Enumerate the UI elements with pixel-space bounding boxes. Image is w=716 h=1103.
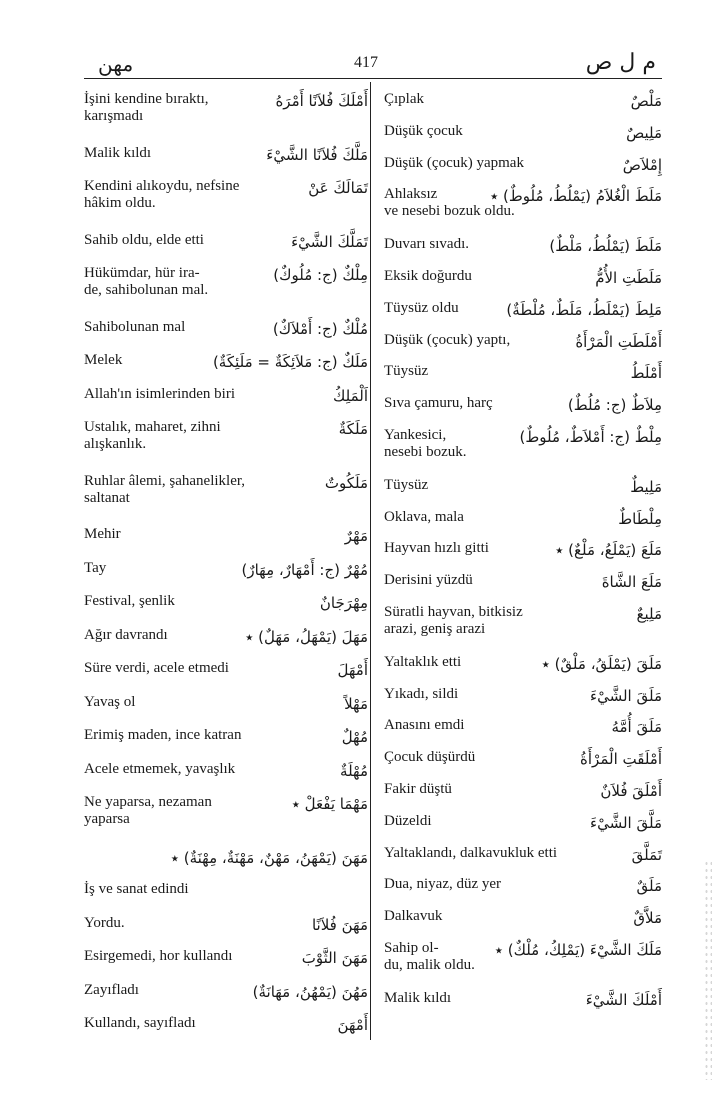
entry-continuation: arazi, geniş arazi	[384, 621, 486, 637]
entry-arabic: مَلَعَ الشَّاةَ	[601, 573, 662, 592]
dictionary-entry	[84, 689, 368, 713]
dictionary-entry	[84, 843, 368, 867]
entry-translation: Fakir düştü	[384, 781, 452, 797]
entry-arabic: مَلِيعٌ	[636, 605, 662, 623]
entry-translation: Zayıfladı	[84, 981, 139, 998]
entry-translation: Ustalık, maharet, zihni	[84, 419, 221, 435]
dictionary-entry	[84, 977, 368, 1001]
entry-arabic: مَلَّقَ الشَّيْءَ	[590, 813, 662, 832]
entry-arabic: مَلَكٌ (ج: مَلاَئِكَةٌ = مَلَئِكَةٌ)	[212, 353, 368, 371]
dictionary-entry	[84, 314, 368, 338]
entry-translation: Kullandı, sayıfladı	[84, 1015, 196, 1031]
entry-arabic: مَهْرٌ	[344, 527, 368, 545]
entry-translation: Tüysüz	[384, 363, 429, 380]
page-header	[84, 48, 662, 76]
entry-arabic: مُهْلَةٌ	[340, 761, 368, 780]
dictionary-entry	[84, 468, 368, 492]
entry-arabic: مَلَكُوتٌ	[324, 473, 368, 492]
entry-arabic: أَمْلَطُ	[630, 364, 662, 383]
dictionary-entry	[384, 567, 662, 591]
dictionary-entry	[84, 876, 368, 900]
dictionary-entry	[384, 150, 662, 174]
entry-continuation: saltanat	[84, 489, 130, 506]
entry-arabic: مِلْكٌ (ج: مُلُوكٌ)	[273, 266, 368, 284]
entry-arabic: مَلَكَ الشَّيْءَ (يَمْلِكُ، مُلْكٌ) ٭	[494, 941, 662, 959]
dictionary-entry	[84, 655, 368, 679]
entry-translation: Yordu.	[84, 914, 125, 931]
dictionary-entry	[384, 599, 662, 623]
dictionary-entry	[84, 414, 368, 438]
dictionary-entry	[384, 776, 662, 800]
entry-arabic: مَلَعَ (يَمْلَعُ، مَلْعٌ) ٭	[555, 541, 662, 560]
entry-arabic: مَلَقٌ	[636, 877, 662, 896]
dictionary-entry	[384, 744, 662, 768]
scan-noise	[704, 860, 712, 1080]
dictionary-entry	[384, 903, 662, 927]
entry-continuation: nesebi bozuk.	[384, 444, 467, 460]
entry-translation: Düşük (çocuk) yapmak	[384, 154, 524, 171]
entry-arabic: مَهَلَ (يَمْهَلُ، مَهَلٌ) ٭	[245, 627, 368, 646]
entry-arabic: إِمْلاَصٌ	[622, 155, 662, 174]
dictionary-entry	[384, 390, 662, 414]
entry-arabic: مَهُنَ (يَمْهُنُ، مَهَانَةٌ)	[252, 982, 368, 1001]
entry-arabic: مَلاَّقٌ	[633, 909, 662, 928]
entry-translation: Festival, şenlik	[84, 593, 175, 609]
dictionary-entry	[84, 521, 368, 545]
entry-translation: Ağır davrandı	[84, 626, 168, 643]
entry-translation: Sahibolunan mal	[84, 318, 186, 335]
entry-translation: Çıplak	[384, 91, 424, 107]
dictionary-entry	[384, 871, 662, 895]
dictionary-entry	[84, 260, 368, 284]
entry-arabic: مَهَنَ الثَّوْبَ	[301, 949, 368, 967]
entry-translation: Derisini yüzdü	[384, 572, 473, 589]
entry-translation: Hayvan hızlı gitti	[384, 540, 489, 557]
entry-continuation: ve nesebi bozuk oldu.	[384, 203, 515, 220]
dictionary-entry	[384, 535, 662, 559]
entry-translation: Sahip ol-	[384, 940, 439, 956]
entry-translation: Sıva çamuru, harç	[384, 395, 493, 412]
dictionary-entry	[384, 422, 662, 446]
entry-arabic: أَمْهَلَ	[337, 661, 368, 679]
entry-continuation: yaparsa	[84, 811, 130, 827]
entry-arabic: مَلَطَ (يَمْلُطُ، مَلْطٌ)	[549, 237, 662, 256]
dictionary-entry	[84, 622, 368, 646]
dictionary-entry	[384, 295, 662, 319]
entry-translation: Düzeldi	[384, 812, 432, 829]
entry-arabic: مَهْمَا يَفْعَلْ ٭	[291, 795, 368, 813]
dictionary-entry	[384, 712, 662, 736]
entry-arabic: مَلَكَةٌ	[338, 420, 368, 438]
entry-arabic: مَهْلاً	[344, 694, 368, 713]
entry-translation: Allah'ın isimlerinden biri	[84, 385, 236, 402]
entry-arabic: مَلَطَتِ الأُمُّ	[595, 269, 662, 287]
entry-arabic: مُهْرٌ (ج: أَمْهَارٌ، مِهَارٌ)	[241, 560, 368, 579]
entry-translation: Malik kıldı	[84, 144, 152, 161]
entry-arabic: مَلْصٌ	[630, 92, 662, 110]
dictionary-entry	[84, 910, 368, 934]
entry-translation: Yaltaklandı, dalkavukluk etti	[384, 844, 558, 861]
entry-arabic: مِهْرَجَانٌ	[319, 594, 368, 612]
entry-translation: Anasını emdi	[384, 717, 465, 734]
entry-translation: Yaltaklık etti	[384, 653, 462, 670]
entry-arabic: مَلَقَ الشَّيْءَ	[590, 686, 662, 705]
dictionary-entry	[84, 227, 368, 251]
dictionary-entry	[84, 381, 368, 405]
entry-arabic: أَمْلَطَتِ الْمَرْأَةُ	[575, 332, 662, 351]
header-guide-word: مهن	[98, 52, 134, 76]
dictionary-entry	[84, 173, 368, 197]
entry-arabic: مَلَقَ (يَمْلَقُ، مَلْقٌ) ٭	[541, 654, 662, 673]
dictionary-entry	[84, 555, 368, 579]
entry-translation: Oklava, mala	[384, 508, 464, 525]
header-rule	[84, 78, 662, 79]
entry-translation: Eksik doğurdu	[384, 268, 472, 284]
entry-continuation: de, sahibolunan mal.	[84, 282, 209, 298]
dictionary-entry	[384, 472, 662, 496]
entry-arabic: مِلاَطٌ (ج: مُلُطٌ)	[567, 396, 662, 415]
dictionary-entry	[84, 789, 368, 813]
entry-arabic: أَمْلَقَ فُلاَنٌ	[600, 782, 662, 800]
dictionary-entry	[384, 327, 662, 351]
entry-translation: Acele etmemek, yavaşlık	[84, 760, 236, 777]
entry-arabic: مَلَقَ أُمَّهُ	[611, 718, 662, 737]
entry-translation: Tüysüz oldu	[384, 299, 459, 316]
header-letters: م ل ص	[585, 50, 656, 75]
dictionary-entry	[384, 231, 662, 255]
entry-translation: Yankesici,	[384, 427, 447, 443]
entry-translation: İşini kendine bıraktı,	[84, 91, 209, 107]
entry-translation: Çocuk düşürdü	[384, 749, 476, 766]
entry-arabic: مَهَنَ (يَمْهَنُ، مَهْنٌ، مَهْنَةٌ، مِهْنَةٌ) ٭	[170, 848, 368, 867]
entry-translation: Sahib oldu, elde etti	[84, 231, 204, 248]
entry-translation: Ahlaksız	[384, 186, 438, 203]
entry-arabic: مَلِطَ (يَمْلَطُ، مَلَطٌ، مُلْطَةٌ)	[506, 300, 662, 319]
dictionary-entry	[84, 756, 368, 780]
entry-translation: Yıkadı, sildi	[384, 685, 459, 702]
entry-translation: Mehir	[84, 526, 121, 542]
entry-translation: Malik kıldı	[384, 989, 452, 1006]
entry-arabic: مَلِيطٌ	[630, 477, 662, 496]
entry-arabic: مِلْطٌ (ج: أَمْلاَطٌ، مُلُوطٌ)	[519, 428, 662, 446]
entry-translation: Düşük çocuk	[384, 122, 463, 139]
entry-continuation: karışmadı	[84, 108, 144, 124]
dictionary-entry	[84, 588, 368, 612]
dictionary-entry	[384, 118, 662, 142]
entry-translation: Dalkavuk	[384, 908, 443, 925]
entry-translation: İş ve sanat edindi	[84, 881, 189, 897]
entry-translation: Tay	[84, 559, 107, 576]
dictionary-entry	[384, 181, 662, 205]
dictionary-entry	[384, 263, 662, 287]
entry-translation: Düşük (çocuk) yaptı,	[384, 331, 511, 348]
dictionary-entry	[384, 681, 662, 705]
entry-arabic: أَمْلَكَ الشَّيْءَ	[585, 990, 662, 1009]
dictionary-entry	[384, 358, 662, 382]
dictionary-entry	[384, 840, 662, 864]
entry-translation: Kendini alıkoydu, nefsine	[84, 178, 240, 194]
entry-arabic: مَلِيصٌ	[626, 123, 662, 142]
entry-translation: Dua, niyaz, düz yer	[384, 876, 502, 893]
dictionary-entry	[84, 86, 368, 110]
entry-arabic: مَلَطَ الْغُلاَمُ (يَمْلُطُ، مُلُوطٌ) ٭	[490, 187, 662, 206]
entry-continuation: du, malik oldu.	[384, 957, 475, 973]
entry-translation: Esirgemedi, hor kullandı	[84, 948, 233, 964]
dictionary-entry	[384, 649, 662, 673]
dictionary-entry	[84, 347, 368, 371]
dictionary-entry	[384, 935, 662, 959]
entry-translation: Ruhlar âlemi, şahanelikler,	[84, 472, 246, 489]
dictionary-entry	[384, 504, 662, 528]
entry-translation: Ne yaparsa, nezaman	[84, 794, 212, 810]
entry-translation: Tüysüz	[384, 476, 429, 493]
entry-continuation: hâkim oldu.	[84, 195, 156, 211]
entry-translation: Erimiş maden, ince katran	[84, 727, 242, 743]
entry-arabic: تَمَلَّكَ الشَّيْءَ	[291, 232, 368, 251]
entry-arabic: أَمْهَنَ	[337, 1016, 368, 1034]
entry-arabic: أَمْلَقَتِ الْمَرْأَةُ	[580, 750, 662, 769]
entry-translation: Yavaş ol	[84, 693, 136, 710]
dictionary-entry	[84, 722, 368, 746]
dictionary-entry	[384, 86, 662, 110]
entry-arabic: مُهْلٌ	[341, 728, 368, 746]
entry-translation: Duvarı sıvadı.	[384, 236, 469, 253]
entry-arabic: مَهَنَ فُلاَنًا	[311, 915, 368, 934]
dictionary-entry	[84, 943, 368, 967]
page-number: 417	[354, 54, 378, 71]
entry-arabic: تَمَالَكَ عَنْ	[308, 179, 368, 197]
entry-arabic: مِلْطَاطٌ	[618, 509, 662, 528]
column-divider	[370, 82, 371, 1040]
entry-translation: Hükümdar, hür ira-	[84, 265, 200, 281]
dictionary-entry	[84, 1010, 368, 1034]
entry-arabic: مُلْكٌ (ج: أَمْلاَكٌ)	[272, 319, 368, 338]
entry-arabic: اَلْمَلِكُ	[332, 386, 368, 405]
entry-translation: Süratli hayvan, bitkisiz	[384, 604, 523, 620]
dictionary-entry	[384, 808, 662, 832]
entry-arabic: تَمَلَّقَ	[631, 845, 662, 864]
entry-continuation: alışkanlık.	[84, 436, 147, 452]
dictionary-entry	[384, 985, 662, 1009]
entry-translation: Melek	[84, 352, 123, 368]
dictionary-entry	[84, 140, 368, 164]
entry-arabic: مَلَّكَ فُلاَنًا الشَّيْءَ	[266, 145, 368, 164]
entry-arabic: أَمْلَكَ فُلاَنًا أَمْرَهُ	[275, 92, 368, 110]
entry-translation: Süre verdi, acele etmedi	[84, 660, 229, 676]
